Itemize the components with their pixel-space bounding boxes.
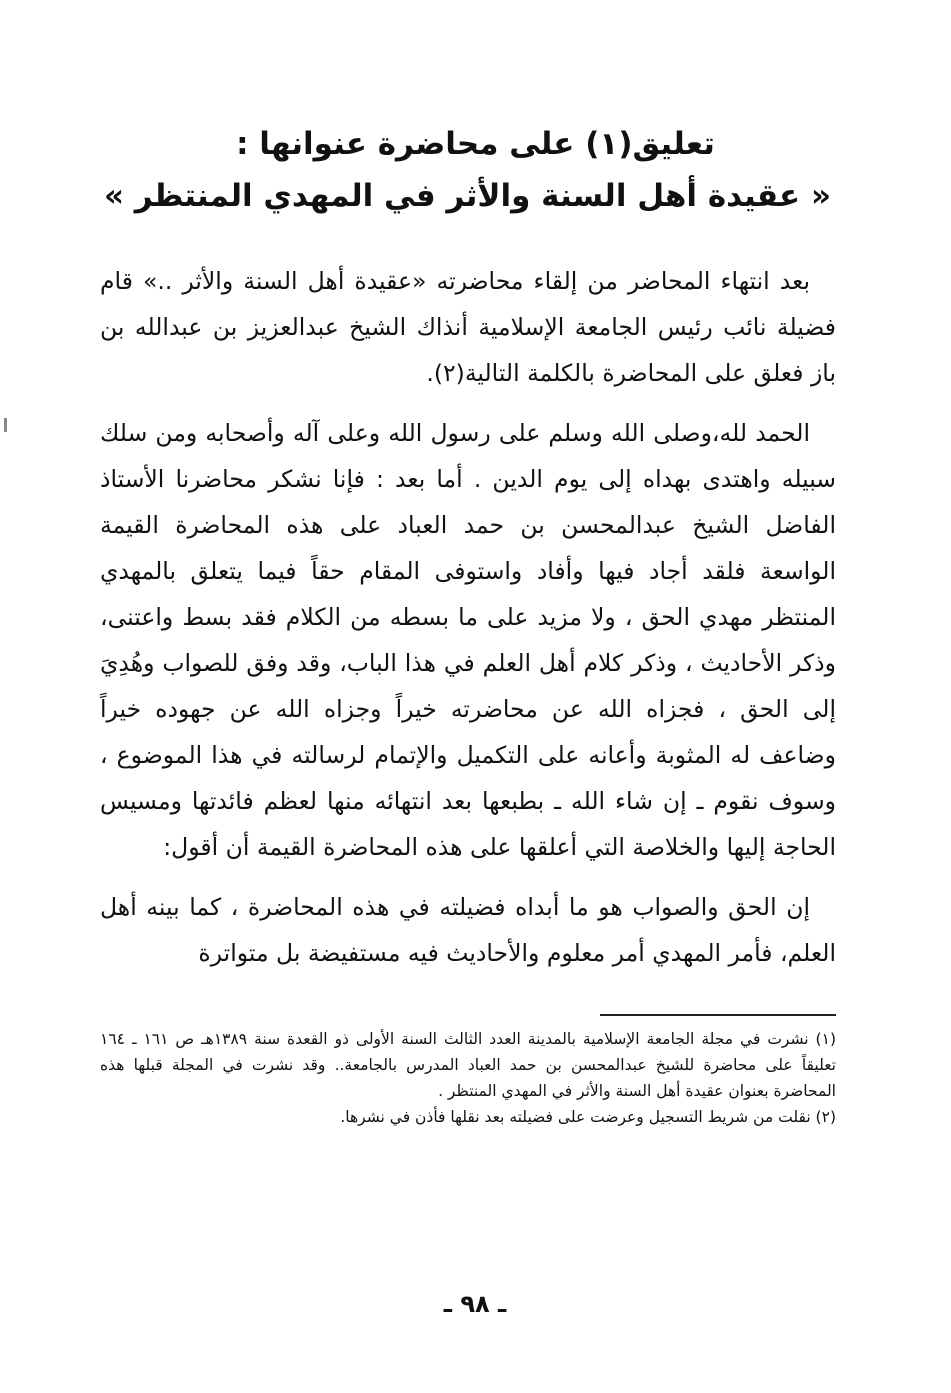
- footnotes: [100, 1026, 836, 1130]
- page-number: ـ ٩٨ ـ: [443, 1290, 507, 1318]
- paragraph-intro: بعد انتهاء المحاضر من إلقاء محاضرته «عقيدة أهل السنة والأثر ..» قام فضيلة نائب رئيس الجامعة الإسلامية أنذاك الشيخ عبدالعزيز بن عبدالله بن باز فعلق على المحاضرة بالكلمة التالية(٢).: [100, 267, 836, 387]
- scan-margin-mark: [4, 418, 7, 432]
- body-text: [100, 258, 836, 990]
- footnote-1: (١) نشرت في مجلة الجامعة الإسلامية بالمدينة العدد الثالث السنة الأولى ذو القعدة سنة ١٣٨٩هـ ص ١٦١ ـ ١٦٤ تعليقاً على محاضرة للشيخ عبدالمحسن بن حمد العباد المدرس بالجامعة.. وقد نشرت في المجلة قبلها هذه المحاضرة بعنوان عقيدة أهل السنة والأثر في المهدي المنتظر .: [100, 1030, 836, 1100]
- paragraph-conclusion: إن الحق والصواب هو ما أبداه فضيلته في هذه المحاضرة ، كما بينه أهل العلم، فأمر المهدي أمر معلوم والأحاديث فيه مستفيضة بل متواترة: [100, 893, 836, 967]
- title-line-2: « عقيدة أهل السنة والأثر في المهدي المنتظر »: [103, 178, 831, 214]
- footnote-2: (٢) نقلت من شريط التسجيل وعرضت على فضيلته بعد نقلها فأذن في نشرها.: [340, 1108, 836, 1126]
- title-line-1: تعليق(١) على محاضرة عنوانها :: [236, 126, 715, 162]
- footnote-divider: [600, 1014, 836, 1016]
- paragraph-main: الحمد لله،وصلى الله وسلم على رسول الله وعلى آله وأصحابه ومن سلك سبيله واهتدى بهداه إلى يوم الدين . أما بعد : فإنا نشكر محاضرنا الأستاذ الفاضل الشيخ عبدالمحسن بن حمد العباد على هذه المحاضرة القيمة الواسعة فلقد أجاد فيها وأفاد واستوفى المقام حقاً فيما يتعلق بالمهدي المنتظر مهدي الحق ، ولا مزيد على ما بسطه من الكلام فقد بسط واعتنى، وذكر الأحاديث ، وذكر كلام أهل العلم في هذا الباب، وقد وفق للصواب وهُدِيَ إلى الحق ، فجزاه الله عن محاضرته خيراً وجزاه الله عن جهوده خيراً وضاعف له المثوبة وأعانه على التكميل والإتمام لرسالته في هذا الموضوع ، وسوف نقوم ـ إن شاء الله ـ بطبعها بعد انتهائه منها لعظم فائدتها ومسيس الحاجة إليها والخلاصة التي أعلقها على هذه المحاضرة القيمة أن أقول:: [100, 419, 836, 861]
- page-title: [103, 118, 831, 222]
